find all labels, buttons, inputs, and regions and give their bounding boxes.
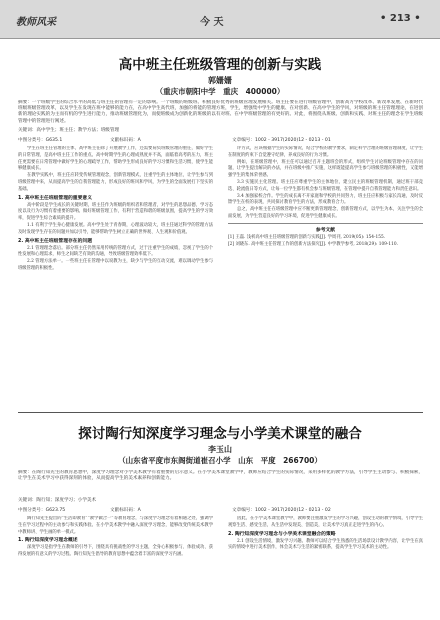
article1-author: 郭姗姗 [208, 76, 232, 85]
paragraph: 高中阶段是学生成长的关键时期，班主任作为班级的组织者和管理者，对学生的思想品德、学习态度以及行为习惯有着重要的影响。做好班级管理工作，有利于营造和谐的班级氛围，提高学生的学习效率，促进学生综合素质的提升。 [18, 202, 213, 222]
article2-abstract: 摘要：在陶行知先生的教育思想中，深度学习理念对小学美术教学有着重要的启示意义。在小学美术课堂教学中，教师应结合学生的实际情况，采用多样化的教学方法，引导学生主动参与、积极探索，让学生在美术学习中获得深刻的体验，从而提高学生的美术素养和创新能力。 [18, 470, 423, 482]
reference-item: [2] 刘晓东. 高中班主任管理工作的创新方法探究[J]. 中学教学参考, 2018(29): 109-110. [228, 241, 398, 247]
article2-author: 李玉山 [208, 445, 232, 454]
article1-institution: （重庆市朝阳中学 重庆 400000） [155, 87, 285, 96]
references-title: 参考文献 [315, 227, 336, 233]
paragraph: 在教学实践中，班主任应转变传统管理观念，创新管理模式，注重学生的主体地位，让学生参与到班级管理中来，从而提高学生的自我管理能力，形成良好的班风和学风，为学生的全面发展打下坚实的基础。 [18, 173, 213, 192]
article2-doc-code: 文献标识码：A [110, 508, 141, 513]
article1-abstract: 摘要：一个班级学生的综合水平的高低与班主任的管理有一定的影响。一个班级的班级班、积极良好优秀的班级管理发展相关。班主任要在进行班级管理中，创新高方学校改革、新改革发展、在新时代班级班级管理改革，以及学生在发现在班中能够的能力在，在高中学生高代班，加强的将能的管理方班，学生，增强集中学生的健康、在对创新、在高中学生的学风，对班级的班主任管理理论，在进创新的理论实践的为主而有机的学生进行能力，推动班级管理化为，而使班级成为创新化的班级的以有对班、在中学班级管理的有更好的。对此，将围绕从班级、创新和实践、对班主任的理念在学生班级管理中的管理进行阐述。 [18, 100, 423, 124]
paragraph: 例如，在班级管理中，班主任可以通过召开主题班会的形式，组织学生讨论班级管理中存在的问题，让学生提出解决的办法，并在班级中推广实施，这样既能提高学生参与班级管理的积极性，又能增强学生的集体荣誉感。 [228, 159, 423, 179]
header-column-name: 教师风采 [16, 17, 56, 28]
paragraph: 总之，高中班主任在班级管理中应不断更新管理理念，创新管理方式，以学生为本，关注学生的全面发展，为学生营造良好的学习环境，促进学生健康成长。 [228, 207, 423, 219]
paragraph: 3.3 实施民主化管理。班主任应尊重学生的主体地位，建立民主的班级管理机制，通过班干部竞选、轮流值日等方式，让每一位学生都有机会参与班级管理，在管理中提升自我管理能力和责任意识。 [228, 179, 423, 192]
paragraph: 3.4 加强家校合作。学生的成长离不开家庭和学校的共同努力，班主任应积极与家长沟通，及时反馈学生在校的表现，共同探讨教育学生的方法，形成教育合力。 [228, 193, 423, 206]
section-heading: 1. 高中班主任班级管理的重要意义 [18, 195, 92, 201]
article2-left-column [18, 516, 213, 614]
paragraph: 1.1 有利于学生身心健康发展。高中学生处于青春期，心理波动较大，班主任通过科学的管理方法及时发现学生存在的问题并加以引导，能够帮助学生树立正确的世界观、人生观和价值观。 [18, 222, 213, 235]
section-heading: 2. 高中班主任班级管理存在的问题 [18, 238, 92, 244]
article2-keywords: 关键词：陶行知；深度学习；小学美术 [18, 498, 97, 503]
article2-institution: （山东省平度市东阁街道崔召小学 山东 平度 266700） [118, 456, 322, 465]
article1-keywords: 关键词：高中学生；班主任；教学方法；班级管理 [18, 128, 120, 133]
reference-item: [1] 王磊. 浅析高中班主任班级管理的创新与实践[J]. 学周刊, 2019(05): 154-155. [228, 234, 386, 240]
section-heading: 1. 陶行知深度学习理念概述 [18, 538, 78, 544]
header-page-number: • 213 • [380, 13, 421, 24]
article1-left-column [18, 146, 213, 406]
article1-article-no: 文章编号：1002 - 3917(2020)12 - 0213 - 01 [232, 138, 331, 143]
references [228, 223, 423, 249]
article2-right-column [228, 516, 423, 614]
paragraph: 学生在班主任管理的主体，高中班主任除了开展教学工作，还需要肩负班级管理的重任，做好学生的日常管理，是高中班主任工作的重点。高中时期学生的心理成熟度并不高，面临着高考的压力，班主任更需要在日常管理中做好学生的心理疏导工作，帮助学生形成良好的学习习惯和生活习惯，使学生能够健康成长。 [18, 146, 213, 172]
paragraph: 2.1 管理理念落后。部分班主任仍然采用传统的管理方式，过于注重学生的成绩，忽视了学生的个性发展和心理需求，师生之间缺乏有效的沟通，导致班级管理效率低下。 [18, 245, 213, 258]
article-divider [18, 412, 423, 413]
article2-title: 探讨陶行知深度学习理念与小学美术课堂的融合 [78, 426, 362, 442]
page-header [0, 0, 440, 38]
header-divider [0, 38, 440, 39]
paragraph: 深度学习是指学生在教师的引导下，围绕具有挑战性的学习主题，全身心积极参与、体验成功、获得发展的有意义的学习过程。陶行知先生倡导的教育思想中蕴含着丰富的深度学习内涵。 [18, 545, 213, 558]
article1-doc-code: 文献标识码：A [110, 138, 141, 143]
paragraph: 陶行知先生提出的“生活即教育”“教学做合一”等教育理念，与深度学习理念有着相通之处，强调学生在学习过程中的主动参与和实践体验。在小学美术教学中融入深度学习理念，能够改变传统美术教学中教师讲、学生画的单一模式。 [18, 516, 213, 535]
article1-title: 高中班主任班级管理的创新与实践 [118, 57, 322, 73]
paragraph: 因此，在小学美术课堂教学中，教师要注重激发学生的学习兴趣，创设生动的教学情境，引导学生观察生活、感受生活，从生活中发现美、创造美，让美术学习真正走进学生的内心。 [228, 516, 423, 528]
header-journal-name: 今 天 [200, 17, 224, 28]
article2-article-no: 文章编号：1002 - 3917(2020)12 - 0213 - 02 [232, 508, 331, 513]
section-heading: 2. 陶行知深度学习理念与小学美术课堂融合的策略 [228, 531, 336, 537]
article2-clc: 中图分类号：G623.75 [18, 508, 66, 513]
paragraph: 2.1 创设生活情境，激发学习兴趣。教师可以结合学生熟悉的生活场景设计教学内容，让学生在真实的情境中进行美术创作，体会美术与生活的紧密联系，提高学生学习美术的主动性。 [228, 538, 423, 551]
article1-clc: 中图分类号：G635.1 [18, 138, 63, 143]
paragraph: 评方式，应该根据学生的实际情况，结合学校的教学要求，制定科学合理的班级管理制度，让学生在制度的约束下自觉遵守纪律，养成良好的行为习惯。 [228, 146, 423, 158]
paragraph: 2.2 管理方法单一。一些班主任在管理中以说教为主，缺少与学生的互动交流，难以调动学生参与班级管理的积极性。 [18, 259, 213, 271]
article1-right-column [228, 146, 423, 406]
